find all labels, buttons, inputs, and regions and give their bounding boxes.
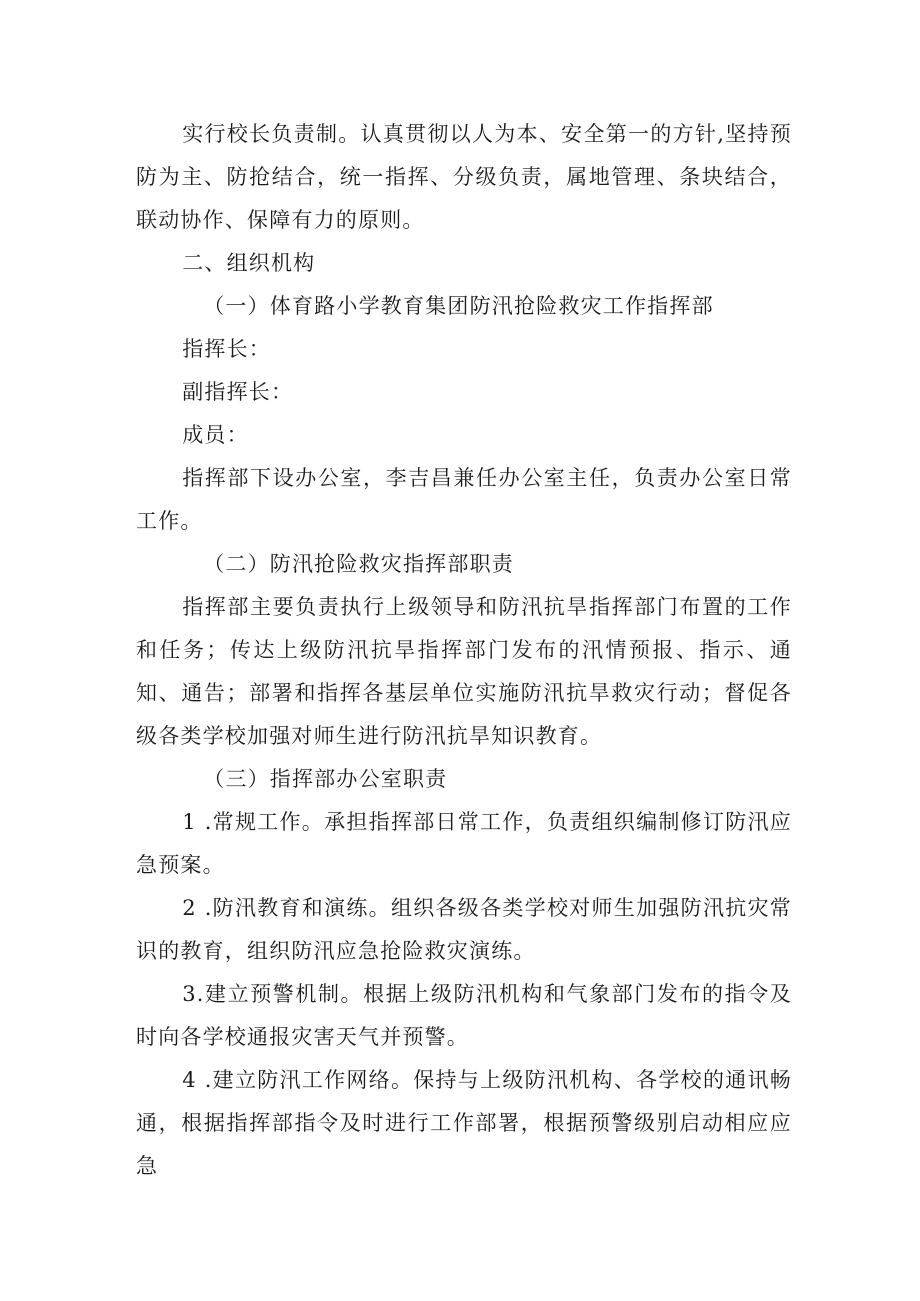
paragraph-command-duties: 指挥部主要负责执行上级领导和防汛抗旱指挥部门布置的工作和任务；传达上级防汛抗旱指挥部门发布的汛情预报、指示、通知、通告；部署和指挥各基层单位实施防汛抗旱救灾行动；督促各级各类学校加强对师生进行防汛抗旱知识教育。 (136, 595, 792, 748)
paragraph-item-3: 3.建立预警机制。根据上级防汛机构和气象部门发布的指令及时向各学校通报灾害天气并预警。 (136, 982, 792, 1049)
line-members: 成员： (182, 423, 249, 447)
paragraph-item-2: 2 .防汛教育和演练。组织各级各类学校对师生加强防汛抗灾常识的教育，组织防汛应急抢险救灾演练。 (136, 896, 792, 963)
subheading-office-duties: （三）指挥部办公室职责 (203, 767, 448, 791)
line-commander: 指挥长： (182, 337, 271, 361)
paragraph-item-4: 4 .建立防汛工作网络。保持与上级防汛机构、各学校的通讯畅通，根据指挥部指令及时进行工作部署，根据预警级别启动相应应急 (136, 1068, 792, 1178)
paragraph-item-1: 1 .常规工作。承担指挥部日常工作，负责组织编制修订防汛应急预案。 (136, 810, 792, 877)
subheading-command-center: （一）体育路小学教育集团防汛抢险救灾工作指挥部 (203, 294, 714, 318)
paragraph-office: 指挥部下设办公室，李吉昌兼任办公室主任，负责办公室日常工作。 (136, 466, 792, 533)
line-deputy-commander: 副指挥长： (182, 380, 294, 404)
section-heading-organization: 二、组织机构 (182, 251, 316, 275)
paragraph-principles: 实行校长负责制。认真贯彻以人为本、安全第一的方针,坚持预防为主、防抢结合，统一指挥、分级负责，属地管理、条块结合，联动协作、保障有力的原则。 (136, 122, 792, 232)
subheading-command-duties: （二）防汛抢险救灾指挥部职责 (203, 552, 514, 576)
